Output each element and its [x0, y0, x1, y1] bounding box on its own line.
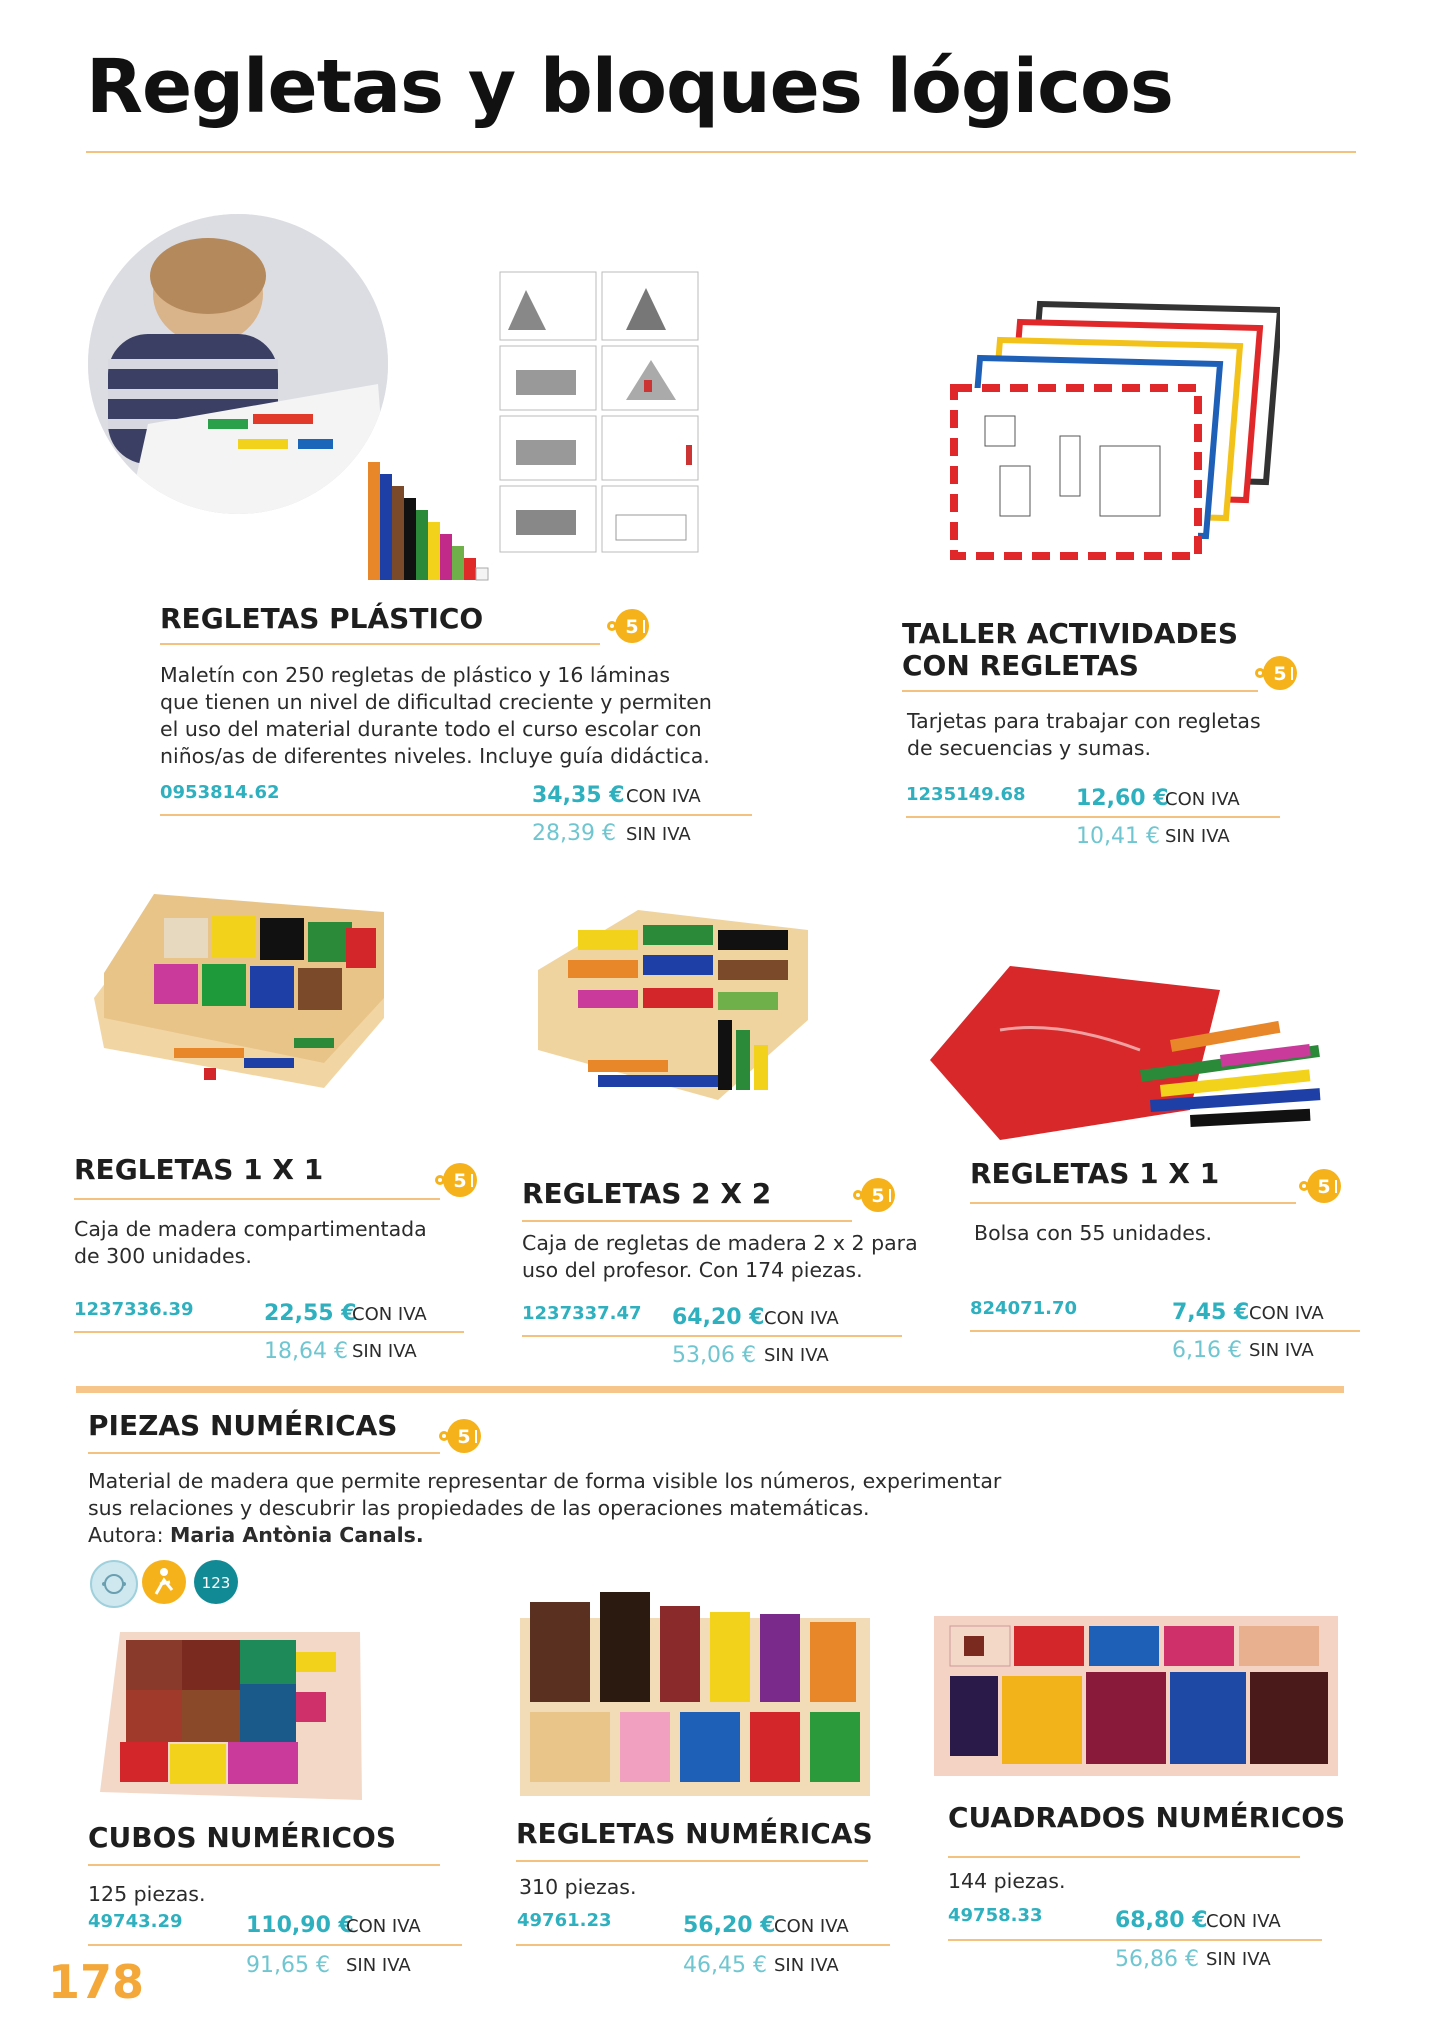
tax-label-without: SIN IVA [352, 1341, 417, 1362]
price-with-vat: 64,20 € [672, 1305, 765, 1330]
price-with-vat: 110,90 € [246, 1913, 354, 1938]
price-without-vat: 18,64 € [264, 1339, 348, 1364]
price-without-vat: 6,16 € [1172, 1338, 1242, 1363]
tax-label-with: CON IVA [352, 1304, 427, 1325]
description-line: Bolsa con 55 unidades. [974, 1221, 1213, 1245]
description-line: niños/as de diferentes niveles. Incluye guía didáctica. [160, 744, 710, 768]
author-name: Maria Antònia Canals. [170, 1523, 424, 1547]
heading-rule [88, 1452, 440, 1454]
section-description [88, 1468, 1001, 1549]
description-line: Material de madera que permite representar de forma visible los números, experimentar [88, 1469, 1002, 1493]
tax-label-without: SIN IVA [626, 824, 691, 845]
product-reference: 0953814.62 [160, 782, 280, 803]
tax-label-without: SIN IVA [1165, 826, 1230, 847]
description-line: Caja de madera compartimentada [74, 1217, 427, 1241]
age-badge-label: 5 [625, 616, 639, 638]
product-reference: 49743.29 [88, 1911, 183, 1932]
product-description: 125 piezas. [88, 1882, 206, 1906]
regletas-2x2-box-photo [538, 900, 818, 1110]
product-reference: 1235149.68 [906, 784, 1026, 805]
product-reference: 824071.70 [970, 1298, 1078, 1319]
product-description [522, 1230, 918, 1284]
price-with-vat: 68,80 € [1115, 1908, 1208, 1933]
tax-label-without: SIN IVA [764, 1345, 829, 1366]
price-rule [970, 1330, 1360, 1332]
price-with-vat: 34,35 € [532, 783, 625, 808]
age-badge-icon [604, 606, 650, 646]
page-title: Regletas y bloques lógicos [86, 44, 1173, 130]
age-badge-icon [1252, 653, 1298, 693]
tax-label-without: SIN IVA [1249, 1340, 1314, 1361]
product-reference: 1237336.39 [74, 1299, 194, 1320]
tax-label-without: SIN IVA [774, 1955, 839, 1976]
age-badge-label: 5 [453, 1170, 467, 1192]
price-rule [88, 1944, 462, 1946]
description-line: Maletín con 250 regletas de plástico y 16 láminas [160, 663, 671, 687]
tax-label-with: CON IVA [1206, 1911, 1281, 1932]
regletas-wooden-box-photo [94, 888, 394, 1093]
product-description [907, 708, 1261, 762]
description-line: el uso del material durante todo el curso escolar con [160, 717, 702, 741]
price-with-vat: 22,55 € [264, 1301, 357, 1326]
motor-skills-icon [142, 1560, 186, 1604]
numbers-icon [194, 1560, 238, 1604]
description-line: Caja de regletas de madera 2 x 2 para [522, 1231, 918, 1255]
description-line: sus relaciones y descubrir las propiedades de las operaciones matemáticas. [88, 1496, 870, 1520]
price-with-vat: 12,60 € [1076, 786, 1169, 811]
product-title-regletas-numericas: REGLETAS NUMÉRICAS [516, 1817, 873, 1850]
product-reference: 49761.23 [517, 1910, 612, 1931]
tax-label-with: CON IVA [626, 786, 701, 807]
author-line [88, 1522, 1001, 1549]
regletas-bag-photo [920, 960, 1360, 1145]
taller-cards-illustration [940, 296, 1280, 566]
price-rule [948, 1939, 1322, 1941]
age-badge-label: 5 [457, 1426, 471, 1448]
product-title-taller [902, 618, 1238, 682]
price-without-vat: 28,39 € [532, 821, 616, 846]
description-line: uso del profesor. Con 174 piezas. [522, 1258, 863, 1282]
cubos-numericos-photo [100, 1622, 368, 1800]
regletas-staircase-illustration [362, 452, 502, 582]
description-line: Tarjetas para trabajar con regletas [907, 709, 1261, 733]
price-rule [522, 1335, 902, 1337]
price-rule [74, 1331, 464, 1333]
tax-label-without: SIN IVA [346, 1955, 411, 1976]
price-without-vat: 46,45 € [683, 1953, 767, 1978]
product-description [974, 1220, 1212, 1247]
price-without-vat: 10,41 € [1076, 824, 1160, 849]
price-rule [906, 816, 1280, 818]
age-badge-label: 5 [1273, 663, 1287, 685]
description-line: que tienen un nivel de dificultad creciente y permiten [160, 690, 712, 714]
product-title-cubos-numericos: CUBOS NUMÉRICOS [88, 1821, 396, 1854]
heading-rule [516, 1860, 868, 1862]
price-rule [516, 1944, 890, 1946]
description-line: de secuencias y sumas. [907, 736, 1152, 760]
title-line: CON REGLETAS [902, 649, 1139, 682]
heading-rule [74, 1198, 440, 1200]
heading-rule [88, 1864, 440, 1866]
age-badge-icon [850, 1175, 896, 1215]
tax-label-without: SIN IVA [1206, 1949, 1271, 1970]
product-title-regletas-1x1-caja: REGLETAS 1 X 1 [74, 1153, 324, 1186]
page-number: 178 [48, 1955, 145, 2009]
title-divider [86, 151, 1356, 153]
product-reference: 49758.33 [948, 1905, 1043, 1926]
heading-rule [948, 1856, 1300, 1858]
product-description [74, 1216, 427, 1270]
age-badge-label: 5 [871, 1185, 885, 1207]
age-badge-label: 5 [1317, 1176, 1331, 1198]
product-description [160, 662, 712, 770]
price-without-vat: 56,86 € [1115, 1947, 1199, 1972]
product-title-cuadrados-numericos: CUADRADOS NUMÉRICOS [948, 1801, 1346, 1834]
heading-rule [970, 1202, 1296, 1204]
child-playing-photo [88, 214, 388, 514]
section-title-piezas-numericas: PIEZAS NUMÉRICAS [88, 1409, 398, 1442]
product-title-regletas-1x1-bolsa: REGLETAS 1 X 1 [970, 1157, 1220, 1190]
price-with-vat: 56,20 € [683, 1913, 776, 1938]
tax-label-with: CON IVA [774, 1916, 849, 1937]
product-reference: 1237337.47 [522, 1303, 642, 1324]
tax-label-with: CON IVA [346, 1916, 421, 1937]
tax-label-with: CON IVA [764, 1308, 839, 1329]
price-without-vat: 53,06 € [672, 1343, 756, 1368]
abacus-icon [90, 1560, 138, 1608]
heading-rule [902, 690, 1258, 692]
product-description: 144 piezas. [948, 1869, 1066, 1893]
product-title-regletas-2x2: REGLETAS 2 X 2 [522, 1177, 772, 1210]
heading-rule [522, 1220, 852, 1222]
cuadrados-numericos-photo [934, 1616, 1338, 1776]
regletas-numericas-photo [520, 1592, 870, 1796]
description-line: de 300 unidades. [74, 1244, 252, 1268]
product-title-regletas-plastico: REGLETAS PLÁSTICO [160, 602, 484, 635]
heading-rule [160, 643, 600, 645]
age-badge-icon [432, 1160, 478, 1200]
tax-label-with: CON IVA [1165, 789, 1240, 810]
title-line: TALLER ACTIVIDADES [902, 617, 1238, 650]
price-with-vat: 7,45 € [1172, 1300, 1250, 1325]
price-without-vat: 91,65 € [246, 1953, 330, 1978]
product-description: 310 piezas. [519, 1875, 637, 1899]
author-label: Autora: [88, 1523, 164, 1547]
activity-sheets-illustration [496, 270, 701, 555]
section-divider [76, 1386, 1344, 1393]
numbers-icon-label: 123 [201, 1574, 231, 1592]
age-badge-icon [1296, 1166, 1342, 1206]
tax-label-with: CON IVA [1249, 1303, 1324, 1324]
age-badge-icon [436, 1416, 482, 1456]
price-rule [160, 814, 752, 816]
